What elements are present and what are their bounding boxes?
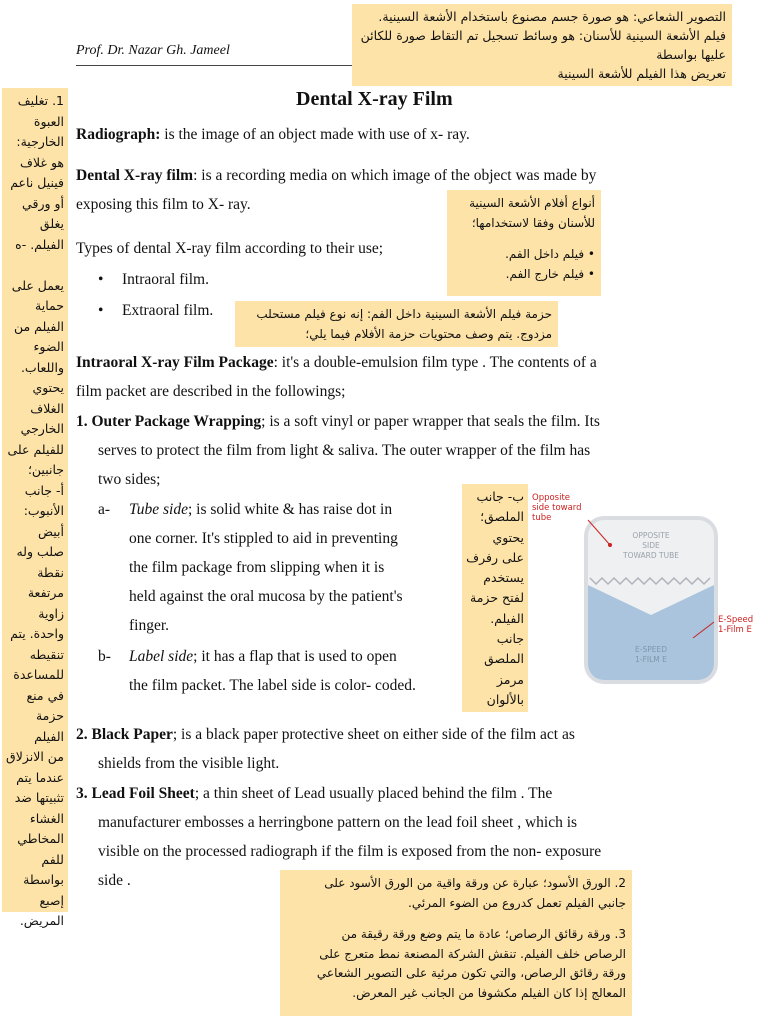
left-note-line: المريض. [19,913,64,928]
label-note-line: مرمز [496,671,524,687]
left-note-line: الغلاف [30,400,64,416]
tube-side-term: Tube side [129,501,188,518]
left-note-line: صلب وله [16,544,64,559]
lead-foil-text-cont: manufacturer embosses a herringbone pattern on the lead foil sheet , which is [98,814,578,831]
left-note-line: واحدة. يتم [10,626,64,641]
left-note-line: الغشاء [29,810,64,826]
radiograph-text: is the image of an object made with use of x- ray. [160,126,470,143]
film-text-bottom: E-SPEED [635,645,667,654]
lead-foil-text: ; a thin sheet of Lead usually placed behind the film . The [194,785,553,802]
outer-text-cont: serves to protect the film from light & saliva. The outer wrapper of the film has [98,442,591,459]
left-note-line: أبيض [37,523,64,539]
left-note-line: للفيلم على [7,441,64,457]
film-text-bottom: 1-FILM E [635,655,667,664]
left-note-line: عندما يتم [16,769,64,785]
types-note-line: أنواع أفلام الأشعة السينية [469,196,595,210]
lead-foil-term: 3. Lead Foil Sheet [76,785,195,802]
left-note-line: يغلق [39,216,64,231]
left-note-line: الأنبوب: [23,503,64,518]
left-note-line: الخارجي [20,421,64,436]
left-note-line: نقطة [37,564,64,580]
left-note-line: 1. تغليف [17,93,64,108]
film-packet-figure [528,490,768,690]
label-side-marker: b- [98,648,111,665]
bottom-note-line: المعالج إذا كان الفيلم مكشوفا من الجانب غير المعرض. [352,985,626,1000]
label-side-term: Label side [129,648,194,665]
label-note-line: الفيلم. [490,610,524,626]
left-note-line: تنقيطه [29,646,64,662]
type-item-intraoral: • Intraoral film. [122,265,209,294]
types-translation-note [447,190,601,296]
left-note-line: إصبع [39,892,64,908]
label-note-line: الملصق؛ [480,509,524,525]
top-note-line: فيلم الأشعة السينية للأسنان: هو وسائط تسجيل تم التقاط صورة للكائن [360,28,726,43]
lead-foil-text-cont: side . [98,872,131,889]
package-text-cont: film packet are described in the followings; [76,383,346,400]
label-side-text-cont: the film packet. The label side is color- coded. [129,677,416,694]
left-note-line: العبوة [33,113,64,129]
left-note-line: يحتوي [32,380,64,395]
label-note-line: يحتوي [492,529,524,545]
package-note-line: حزمة فيلم الأشعة السينية داخل الفم: إنه نوع فيلم مستحلب [256,307,552,321]
figure-label-opposite: tube [532,513,552,523]
radiograph-definition [76,120,470,149]
left-note-line: هو غلاف [20,154,64,170]
raised-dot-marker [608,543,612,547]
left-note-line: للمساعدة [13,667,64,682]
type-item-extraoral: • Extraoral film. [122,296,213,325]
left-note-line: للفم [41,851,64,867]
left-note-line: حزمة الفيلم [34,708,64,744]
label-side-translation-note [462,484,528,712]
bottom-note-line: جانبي الفيلم تعمل كدروع من الضوء المرئي. [408,895,626,910]
dental-film-text: : is a recording media on which image of the object was made by [193,167,597,184]
left-note-line: مرتفعة [27,585,64,600]
tube-side [129,495,403,640]
left-translation-note [2,88,68,928]
tube-side-text-cont: the film package from slipping when it is [129,559,385,576]
label-note-line: لفتح حزمة [470,590,524,606]
tube-side-text-cont: held against the oral mucosa by the patient's [129,588,403,605]
types-intro: Types of dental X-ray film according to their use; [76,240,384,257]
left-note-line: في منع [26,687,64,703]
left-note-line: الضوء [33,339,64,354]
outer-wrapping [76,407,698,494]
top-note-line: عليها بواسطة [656,47,726,62]
left-note-line: بواسطة [23,872,64,887]
outer-text: ; is a soft vinyl or paper wrapper that seals the film. Its [261,413,600,430]
top-translation-note [352,4,732,86]
figure-label-espeed: 1-Film E [718,625,752,635]
package-note-line: مزدوج. يتم وصف محتويات حزمة الأفلام فيما يلي؛ [305,327,552,341]
film-text-top: TOWARD TUBE [623,551,679,560]
left-note-line: المخاطي [17,831,64,846]
page-title: Dental X-ray Film [296,88,453,110]
lead-foil-text-cont: visible on the processed radiograph if the film is exposed from the non- exposure [98,843,602,860]
bottom-note-line [286,913,626,925]
bottom-note-line: الرصاص خلف الفيلم. تنقش الشركة المصنعة نمط متعرج على [319,946,626,961]
left-note-line: الفيلم من [13,318,64,334]
label-note-line: جانب [496,631,524,647]
black-paper [76,720,698,778]
left-note-line: الخارجية: [16,134,64,149]
types-note-line: للأسنان وفقا لاستخدامها؛ [471,215,595,230]
package-definition [76,348,698,406]
figure-label-espeed: E-Speed [718,615,754,625]
top-note-line: التصوير الشعاعي: هو صورة جسم مصنوع باستخدام الأشعة السينية. [378,9,726,24]
types-note-line: • فيلم داخل الفم. [505,247,595,261]
figure-label-opposite: side toward [532,503,582,513]
top-note-line: تعريض هذا الفيلم للأشعة السينية [557,66,726,81]
outer-term: 1. Outer Package Wrapping [76,413,262,430]
black-paper-text-cont: shields from the visible light. [98,755,280,772]
label-note-line: بالألوان [486,691,524,707]
tube-side-text-cont: finger. [129,617,170,634]
left-note-line: زاوية [38,605,64,621]
left-note-line: حماية [35,298,64,313]
package-text: : it's a double-emulsion film type . The contents of a [273,354,597,371]
film-text-top: OPPOSITE [632,531,670,540]
label-side [129,642,416,700]
label-note-line: يستخدم [483,570,524,586]
outer-text-cont: two sides; [98,471,161,488]
left-note-line: أ- جانب [24,482,64,498]
figure-label-opposite: Opposite [532,493,571,503]
types-note-line [453,233,595,245]
tube-side-text-cont: one corner. It's stippled to aid in preventing [129,530,398,547]
bottom-note-line: ورقة رقائق الرصاص، والتي تكون مرئية على التصوير الشعاعي [316,966,626,980]
black-paper-term: 2. Black Paper [76,726,173,743]
left-note-line: فينيل ناعم [10,175,64,190]
label-side-text: ; it has a flap that is used to open [193,648,397,665]
tube-side-text: ; is solid white & has raise dot in [188,501,393,518]
package-translation-note [235,301,558,347]
left-note-line [6,255,64,276]
label-note-line: الملصق [484,651,524,667]
left-note-line: من الانزلاق [6,749,64,764]
label-note-line: ب- جانب [476,489,524,504]
author-name: Prof. Dr. Nazar Gh. Jameel [76,43,230,58]
package-term: Intraoral X-ray Film Package [76,354,274,371]
radiograph-term: Radiograph: [76,126,161,143]
film-text-top: SIDE [642,541,660,550]
left-note-line: جانبين؛ [27,462,64,477]
bottom-translation-note [280,870,632,1016]
left-note-line: الفيلم. -ه [15,236,64,252]
left-note-line: تثبيتها ضد [14,790,64,805]
bottom-note-line: 3. ورقة رقائق الرصاص؛ عادة ما يتم وضع ورقة رقيقة من [341,927,626,941]
dental-film-term: Dental X-ray film [76,167,194,184]
black-paper-text: ; is a black paper protective sheet on either side of the film act as [172,726,575,743]
left-note-line: أو ورقي [22,195,64,211]
types-note-line: • فيلم خارج الفم. [505,266,595,281]
tube-side-marker: a- [98,501,111,518]
dental-film-text-cont: exposing this film to X- ray. [76,196,251,213]
left-note-line: يعمل على [11,277,64,293]
film-packet-illustration [528,490,768,690]
bottom-note-line: 2. الورق الأسود؛ عبارة عن ورقة واقية من الورق الأسود على [324,876,626,890]
label-note-line: على رفرف [466,549,524,565]
left-note-line: واللعاب. [20,359,64,375]
